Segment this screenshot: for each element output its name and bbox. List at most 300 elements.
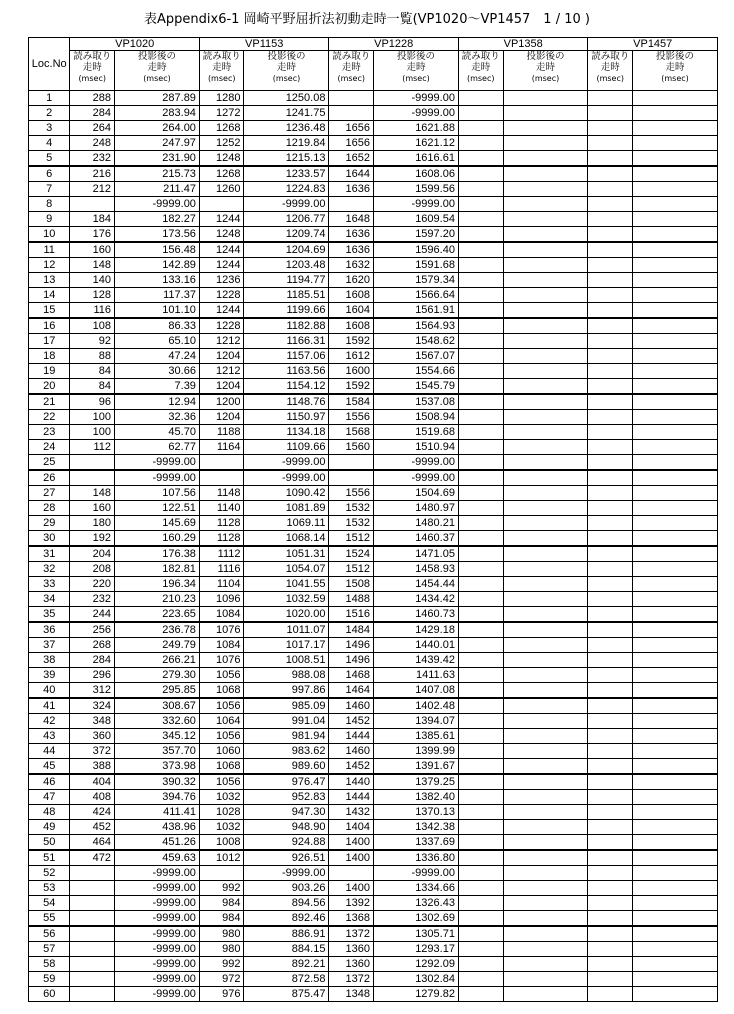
read-time-cell: 1056 bbox=[199, 698, 244, 714]
read-time-cell: 1228 bbox=[199, 288, 244, 303]
read-time-cell bbox=[199, 866, 244, 881]
projected-time-cell bbox=[633, 531, 718, 547]
projected-time-cell: 924.88 bbox=[244, 835, 329, 851]
loc-no-cell: 5 bbox=[29, 151, 70, 167]
projected-time-cell bbox=[633, 379, 718, 395]
loc-no-cell: 38 bbox=[29, 653, 70, 668]
projected-time-cell: 1429.18 bbox=[374, 622, 459, 638]
read-time-cell: 1244 bbox=[199, 258, 244, 273]
projected-time-cell bbox=[503, 577, 588, 592]
projected-time-cell: 142.89 bbox=[114, 258, 199, 273]
read-time-cell bbox=[458, 151, 503, 167]
projected-time-cell: 1370.13 bbox=[374, 805, 459, 820]
projected-time-cell: 1204.69 bbox=[244, 242, 329, 258]
read-time-cell: 372 bbox=[70, 744, 115, 759]
read-time-cell bbox=[458, 668, 503, 683]
projected-time-cell: 886.91 bbox=[244, 926, 329, 942]
projected-time-cell: 983.62 bbox=[244, 744, 329, 759]
projected-time-cell: -9999.00 bbox=[114, 866, 199, 881]
read-time-cell bbox=[458, 896, 503, 911]
read-time-cell: 204 bbox=[70, 546, 115, 562]
projected-time-cell bbox=[503, 288, 588, 303]
projected-time-cell: 1597.20 bbox=[374, 227, 459, 243]
read-time-cell bbox=[458, 197, 503, 212]
projected-time-cell bbox=[633, 972, 718, 987]
projected-time-cell bbox=[503, 318, 588, 334]
projected-time-cell: 1460.37 bbox=[374, 531, 459, 547]
projected-time-cell bbox=[633, 516, 718, 531]
table-row bbox=[29, 683, 718, 699]
read-time-cell bbox=[588, 911, 633, 927]
read-time-cell bbox=[458, 501, 503, 516]
projected-time-cell: 373.98 bbox=[114, 759, 199, 775]
projected-time-cell: -9999.00 bbox=[374, 106, 459, 121]
read-time-cell bbox=[588, 881, 633, 896]
projected-time-cell: 1203.48 bbox=[244, 258, 329, 273]
read-time-cell: 116 bbox=[70, 303, 115, 319]
read-time-cell: 1068 bbox=[199, 759, 244, 775]
read-time-cell bbox=[458, 759, 503, 775]
read-time-cell: 1496 bbox=[329, 653, 374, 668]
travel-time-table bbox=[28, 37, 718, 1002]
read-time-cell bbox=[458, 942, 503, 957]
projected-time-cell: -9999.00 bbox=[114, 942, 199, 957]
read-time-cell: 1236 bbox=[199, 273, 244, 288]
header-label: 走時 bbox=[600, 62, 620, 73]
read-time-cell: 1200 bbox=[199, 394, 244, 410]
projected-time-cell bbox=[503, 562, 588, 577]
projected-time-cell: 1302.69 bbox=[374, 911, 459, 927]
read-time-cell bbox=[199, 455, 244, 471]
loc-no-cell: 21 bbox=[29, 394, 70, 410]
projected-time-cell: 985.09 bbox=[244, 698, 329, 714]
table-row bbox=[29, 729, 718, 744]
loc-no-cell: 44 bbox=[29, 744, 70, 759]
table-row bbox=[29, 942, 718, 957]
header-label: 読み取り bbox=[591, 51, 630, 62]
table-row bbox=[29, 106, 718, 121]
read-time-cell: 244 bbox=[70, 607, 115, 623]
read-time-cell bbox=[199, 470, 244, 486]
table-row bbox=[29, 334, 718, 349]
read-time-cell: 1372 bbox=[329, 926, 374, 942]
read-time-cell bbox=[588, 942, 633, 957]
read-time-cell: 408 bbox=[70, 790, 115, 805]
table-row bbox=[29, 410, 718, 425]
projected-time-cell bbox=[503, 835, 588, 851]
read-time-cell bbox=[588, 91, 633, 106]
read-time-cell: 992 bbox=[199, 957, 244, 972]
loc-no-cell: 13 bbox=[29, 273, 70, 288]
read-time-cell: 1568 bbox=[329, 425, 374, 440]
read-time-cell: 84 bbox=[70, 364, 115, 379]
read-time-cell bbox=[588, 546, 633, 562]
read-time-cell bbox=[458, 790, 503, 805]
read-time-cell bbox=[458, 866, 503, 881]
table-row bbox=[29, 303, 718, 319]
table-row bbox=[29, 592, 718, 607]
projected-time-cell bbox=[633, 774, 718, 790]
loc-no-cell: 30 bbox=[29, 531, 70, 547]
read-time-cell: 1524 bbox=[329, 546, 374, 562]
table-row bbox=[29, 820, 718, 835]
header-label: 投影後の bbox=[526, 51, 565, 62]
loc-no-cell: 12 bbox=[29, 258, 70, 273]
projected-time-cell bbox=[633, 273, 718, 288]
projected-time-cell: 1545.79 bbox=[374, 379, 459, 395]
read-time-cell: 160 bbox=[70, 501, 115, 516]
projected-time-cell bbox=[503, 197, 588, 212]
projected-time-cell: 1561.91 bbox=[374, 303, 459, 319]
read-time-cell: 220 bbox=[70, 577, 115, 592]
read-time-cell: 1076 bbox=[199, 653, 244, 668]
read-time-cell bbox=[588, 774, 633, 790]
projected-time-cell: 1326.43 bbox=[374, 896, 459, 911]
read-time-cell bbox=[588, 562, 633, 577]
loc-no-cell: 41 bbox=[29, 698, 70, 714]
projected-time-cell bbox=[503, 91, 588, 106]
projected-time-cell: 117.37 bbox=[114, 288, 199, 303]
read-time-cell: 1636 bbox=[329, 182, 374, 197]
read-time-cell bbox=[329, 866, 374, 881]
projected-time-cell bbox=[633, 653, 718, 668]
read-time-cell bbox=[329, 91, 374, 106]
projected-time-header bbox=[633, 51, 718, 91]
read-time-cell: 180 bbox=[70, 516, 115, 531]
read-time-cell: 232 bbox=[70, 151, 115, 167]
projected-time-cell: 12.94 bbox=[114, 394, 199, 410]
projected-time-cell: 1480.21 bbox=[374, 516, 459, 531]
projected-time-cell: 211.47 bbox=[114, 182, 199, 197]
read-time-cell bbox=[458, 470, 503, 486]
projected-time-cell bbox=[503, 683, 588, 699]
table-row bbox=[29, 577, 718, 592]
read-time-header bbox=[458, 51, 503, 91]
table-row bbox=[29, 197, 718, 212]
loc-no-cell: 16 bbox=[29, 318, 70, 334]
table-row bbox=[29, 607, 718, 623]
projected-time-cell: 1150.97 bbox=[244, 410, 329, 425]
projected-time-cell: 1068.14 bbox=[244, 531, 329, 547]
projected-time-cell bbox=[633, 440, 718, 455]
read-time-cell bbox=[458, 820, 503, 835]
read-time-cell bbox=[458, 911, 503, 927]
read-time-cell bbox=[588, 182, 633, 197]
projected-time-cell: -9999.00 bbox=[114, 197, 199, 212]
read-time-cell: 1028 bbox=[199, 805, 244, 820]
loc-no-cell: 10 bbox=[29, 227, 70, 243]
projected-time-cell bbox=[503, 136, 588, 151]
projected-time-cell: 160.29 bbox=[114, 531, 199, 547]
read-time-cell: 1584 bbox=[329, 394, 374, 410]
projected-time-cell bbox=[503, 182, 588, 197]
read-time-cell bbox=[588, 106, 633, 121]
read-time-cell bbox=[458, 516, 503, 531]
table-row bbox=[29, 379, 718, 395]
read-time-header bbox=[199, 51, 244, 91]
projected-time-cell bbox=[633, 729, 718, 744]
projected-time-cell: 1008.51 bbox=[244, 653, 329, 668]
projected-time-cell bbox=[503, 364, 588, 379]
projected-time-cell bbox=[503, 850, 588, 866]
read-time-cell: 1348 bbox=[329, 987, 374, 1002]
read-time-cell bbox=[458, 972, 503, 987]
projected-time-cell: 1608.06 bbox=[374, 166, 459, 182]
projected-time-cell: 145.69 bbox=[114, 516, 199, 531]
read-time-cell bbox=[458, 607, 503, 623]
projected-time-cell bbox=[633, 942, 718, 957]
loc-no-cell: 34 bbox=[29, 592, 70, 607]
loc-no-cell: 51 bbox=[29, 850, 70, 866]
projected-time-cell bbox=[503, 729, 588, 744]
read-time-cell: 360 bbox=[70, 729, 115, 744]
read-time-cell bbox=[458, 546, 503, 562]
read-time-cell: 1556 bbox=[329, 410, 374, 425]
projected-time-cell bbox=[633, 759, 718, 775]
read-time-cell: 1432 bbox=[329, 805, 374, 820]
header-label: 読み取り bbox=[332, 51, 371, 62]
read-time-cell: 1656 bbox=[329, 121, 374, 136]
read-time-cell: 1260 bbox=[199, 182, 244, 197]
read-time-cell: 424 bbox=[70, 805, 115, 820]
projected-time-cell: 176.38 bbox=[114, 546, 199, 562]
projected-time-cell: 332.60 bbox=[114, 714, 199, 729]
table-row bbox=[29, 212, 718, 227]
loc-no-cell: 28 bbox=[29, 501, 70, 516]
loc-no-header: Loc.No bbox=[29, 38, 70, 91]
read-time-cell bbox=[458, 258, 503, 273]
projected-time-cell: 976.47 bbox=[244, 774, 329, 790]
loc-no-cell: 43 bbox=[29, 729, 70, 744]
projected-time-cell: 1241.75 bbox=[244, 106, 329, 121]
projected-time-cell: 1434.42 bbox=[374, 592, 459, 607]
projected-time-cell: 1305.71 bbox=[374, 926, 459, 942]
read-time-cell bbox=[70, 987, 115, 1002]
table-row bbox=[29, 273, 718, 288]
read-time-cell bbox=[70, 972, 115, 987]
projected-time-cell bbox=[503, 470, 588, 486]
projected-time-cell bbox=[503, 410, 588, 425]
projected-time-cell: 1599.56 bbox=[374, 182, 459, 197]
projected-time-cell: 62.77 bbox=[114, 440, 199, 455]
projected-time-cell: 1020.00 bbox=[244, 607, 329, 623]
read-time-cell: 976 bbox=[199, 987, 244, 1002]
projected-time-cell: -9999.00 bbox=[244, 866, 329, 881]
read-time-cell bbox=[588, 957, 633, 972]
loc-no-cell: 59 bbox=[29, 972, 70, 987]
read-time-cell: 1248 bbox=[199, 151, 244, 167]
read-time-cell: 160 bbox=[70, 242, 115, 258]
projected-time-cell bbox=[633, 622, 718, 638]
read-time-cell: 1164 bbox=[199, 440, 244, 455]
read-time-cell bbox=[588, 987, 633, 1002]
projected-time-cell: 1440.01 bbox=[374, 638, 459, 653]
read-time-cell bbox=[458, 805, 503, 820]
projected-time-cell: 1591.68 bbox=[374, 258, 459, 273]
projected-time-cell: 345.12 bbox=[114, 729, 199, 744]
loc-no-cell: 36 bbox=[29, 622, 70, 638]
projected-time-cell bbox=[503, 744, 588, 759]
table-row bbox=[29, 698, 718, 714]
read-time-cell bbox=[588, 850, 633, 866]
projected-time-cell bbox=[503, 653, 588, 668]
projected-time-cell: 1458.93 bbox=[374, 562, 459, 577]
read-time-cell bbox=[588, 136, 633, 151]
read-time-cell: 1204 bbox=[199, 379, 244, 395]
read-time-cell bbox=[458, 212, 503, 227]
read-time-cell bbox=[70, 942, 115, 957]
read-time-cell: 128 bbox=[70, 288, 115, 303]
projected-time-cell: -9999.00 bbox=[114, 455, 199, 471]
projected-time-cell: 991.04 bbox=[244, 714, 329, 729]
read-time-cell bbox=[588, 926, 633, 942]
read-time-cell bbox=[588, 668, 633, 683]
projected-time-cell bbox=[633, 182, 718, 197]
projected-time-cell: 1337.69 bbox=[374, 835, 459, 851]
read-time-cell: 1360 bbox=[329, 957, 374, 972]
read-time-cell bbox=[458, 987, 503, 1002]
read-time-cell bbox=[458, 638, 503, 653]
table-row bbox=[29, 258, 718, 273]
unit-label: (msec) bbox=[337, 74, 365, 83]
table-row bbox=[29, 987, 718, 1002]
loc-no-cell: 29 bbox=[29, 516, 70, 531]
read-time-cell: 1368 bbox=[329, 911, 374, 927]
read-time-cell: 1056 bbox=[199, 668, 244, 683]
projected-time-header bbox=[114, 51, 199, 91]
read-time-cell: 1532 bbox=[329, 516, 374, 531]
projected-time-cell: -9999.00 bbox=[114, 957, 199, 972]
loc-no-cell: 57 bbox=[29, 942, 70, 957]
projected-time-cell bbox=[633, 607, 718, 623]
read-time-cell: 284 bbox=[70, 653, 115, 668]
read-time-cell: 1244 bbox=[199, 212, 244, 227]
projected-time-cell: 1537.08 bbox=[374, 394, 459, 410]
projected-time-cell: 451.26 bbox=[114, 835, 199, 851]
table-row bbox=[29, 288, 718, 303]
table-row bbox=[29, 151, 718, 167]
read-time-cell bbox=[458, 425, 503, 440]
projected-time-cell: 357.70 bbox=[114, 744, 199, 759]
read-time-cell: 1592 bbox=[329, 379, 374, 395]
read-time-cell bbox=[588, 516, 633, 531]
read-time-cell bbox=[588, 288, 633, 303]
read-time-cell bbox=[458, 166, 503, 182]
read-time-cell: 980 bbox=[199, 926, 244, 942]
read-time-cell bbox=[588, 972, 633, 987]
table-row bbox=[29, 136, 718, 151]
projected-time-cell: 981.94 bbox=[244, 729, 329, 744]
table-row bbox=[29, 349, 718, 364]
projected-time-cell bbox=[503, 638, 588, 653]
loc-no-cell: 7 bbox=[29, 182, 70, 197]
projected-time-cell: 247.97 bbox=[114, 136, 199, 151]
projected-time-cell: 182.27 bbox=[114, 212, 199, 227]
projected-time-cell bbox=[503, 790, 588, 805]
projected-time-cell bbox=[633, 790, 718, 805]
read-time-cell bbox=[458, 531, 503, 547]
projected-time-cell: 1402.48 bbox=[374, 698, 459, 714]
read-time-cell bbox=[458, 349, 503, 364]
table-row bbox=[29, 531, 718, 547]
projected-time-cell: 156.48 bbox=[114, 242, 199, 258]
read-time-header bbox=[70, 51, 115, 91]
table-row bbox=[29, 744, 718, 759]
read-time-cell bbox=[588, 166, 633, 182]
projected-time-cell: 1041.55 bbox=[244, 577, 329, 592]
read-time-cell: 1608 bbox=[329, 318, 374, 334]
read-time-cell: 176 bbox=[70, 227, 115, 243]
loc-no-cell: 3 bbox=[29, 121, 70, 136]
table-row bbox=[29, 470, 718, 486]
read-time-cell: 1452 bbox=[329, 759, 374, 775]
read-time-cell bbox=[588, 364, 633, 379]
projected-time-cell: 884.15 bbox=[244, 942, 329, 957]
projected-time-cell: 249.79 bbox=[114, 638, 199, 653]
projected-time-cell: 1407.08 bbox=[374, 683, 459, 699]
projected-time-cell bbox=[633, 318, 718, 334]
read-time-cell bbox=[458, 577, 503, 592]
vp-header: VP1228 bbox=[329, 38, 459, 51]
table-row bbox=[29, 546, 718, 562]
projected-time-cell bbox=[503, 121, 588, 136]
table-row bbox=[29, 957, 718, 972]
projected-time-cell: 182.81 bbox=[114, 562, 199, 577]
table-row bbox=[29, 638, 718, 653]
vp-header: VP1153 bbox=[199, 38, 329, 51]
read-time-cell bbox=[588, 805, 633, 820]
projected-time-cell: 1069.11 bbox=[244, 516, 329, 531]
projected-time-cell: 1596.40 bbox=[374, 242, 459, 258]
read-time-cell bbox=[458, 182, 503, 197]
read-time-cell bbox=[458, 121, 503, 136]
table-row bbox=[29, 91, 718, 106]
read-time-cell: 248 bbox=[70, 136, 115, 151]
read-time-cell bbox=[458, 303, 503, 319]
projected-time-cell: 1134.18 bbox=[244, 425, 329, 440]
projected-time-cell: 903.26 bbox=[244, 881, 329, 896]
read-time-cell bbox=[588, 759, 633, 775]
projected-time-cell: 948.90 bbox=[244, 820, 329, 835]
read-time-cell: 1460 bbox=[329, 744, 374, 759]
projected-time-cell: 1471.05 bbox=[374, 546, 459, 562]
projected-time-cell bbox=[633, 212, 718, 227]
projected-time-cell bbox=[633, 258, 718, 273]
projected-time-cell bbox=[503, 592, 588, 607]
projected-time-cell: 1157.06 bbox=[244, 349, 329, 364]
read-time-cell: 1652 bbox=[329, 151, 374, 167]
projected-time-cell bbox=[633, 911, 718, 927]
projected-time-cell: 173.56 bbox=[114, 227, 199, 243]
read-time-cell bbox=[588, 273, 633, 288]
read-time-cell: 980 bbox=[199, 942, 244, 957]
projected-time-cell: 1439.42 bbox=[374, 653, 459, 668]
projected-time-cell: 1454.44 bbox=[374, 577, 459, 592]
read-time-cell bbox=[588, 227, 633, 243]
vp-header: VP1457 bbox=[588, 38, 718, 51]
table-row bbox=[29, 562, 718, 577]
loc-no-cell: 48 bbox=[29, 805, 70, 820]
loc-no-cell: 52 bbox=[29, 866, 70, 881]
loc-no-cell: 50 bbox=[29, 835, 70, 851]
projected-time-cell: 1017.17 bbox=[244, 638, 329, 653]
table-row bbox=[29, 774, 718, 790]
read-time-cell bbox=[588, 744, 633, 759]
loc-no-cell: 54 bbox=[29, 896, 70, 911]
projected-time-cell: 47.24 bbox=[114, 349, 199, 364]
read-time-cell: 1484 bbox=[329, 622, 374, 638]
read-time-cell bbox=[458, 288, 503, 303]
